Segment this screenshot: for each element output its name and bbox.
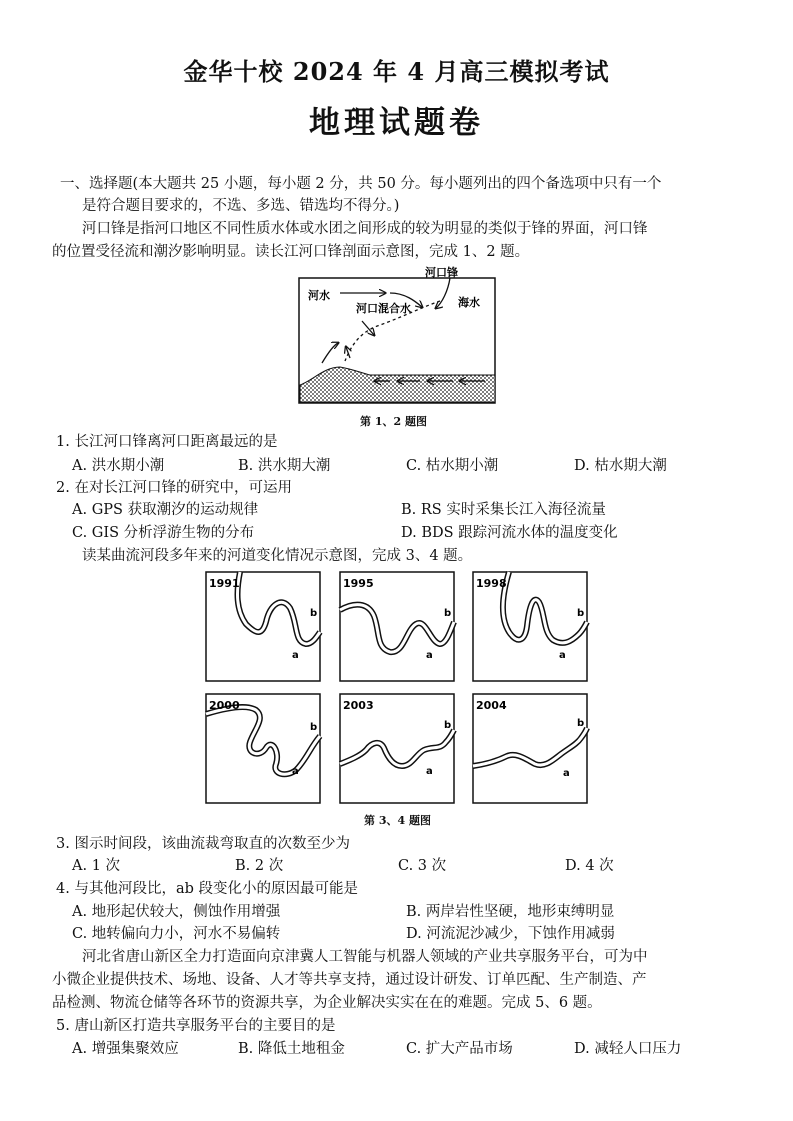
q3-option-d[interactable]: D. 4 次 xyxy=(565,858,614,874)
q2-stem: 2. 在对长江河口锋的研究中，可运用 xyxy=(56,480,292,496)
q4-option-b[interactable]: B. 两岸岩性坚硬，地形束缚明显 xyxy=(406,904,615,920)
year-label: 1998 xyxy=(476,577,507,590)
panel-1991 xyxy=(206,572,320,681)
intro-56-line3: 品检测、物流仓储等各环节的资源共享，为企业解决实实在在的难题。完成 5、6 题。 xyxy=(52,995,602,1011)
label-b: b xyxy=(577,718,585,729)
label-mixed-water: 河口混合水 xyxy=(356,302,411,315)
estuary-front-diagram xyxy=(290,263,500,413)
paper-subtitle: 地理试题卷 xyxy=(309,105,484,141)
meander-change-diagram xyxy=(200,568,595,808)
label-sea-water: 海水 xyxy=(458,296,480,309)
label-a: a xyxy=(426,766,433,777)
label-estuary-front: 河口锋 xyxy=(425,266,458,279)
q4-stem: 4. 与其他河段比，ab 段变化小的原因最可能是 xyxy=(56,881,358,897)
label-a: a xyxy=(426,650,433,661)
year-label: 2003 xyxy=(343,699,374,712)
intro-12-line1: 河口锋是指河口地区不同性质水体或水团之间形成的较为明显的类似于锋的界面，河口锋 xyxy=(82,221,648,237)
intro-12-line2: 的位置受径流和潮汐影响明显。读长江河口锋剖面示意图，完成 1、2 题。 xyxy=(52,244,530,260)
q3-option-b[interactable]: B. 2 次 xyxy=(235,858,284,874)
q3-stem: 3. 图示时间段，该曲流裁弯取直的次数至少为 xyxy=(56,836,350,852)
year-label: 2000 xyxy=(209,699,240,712)
panel-1995 xyxy=(340,572,454,681)
label-b: b xyxy=(310,608,318,619)
label-a: a xyxy=(292,766,299,777)
q2-option-d[interactable]: D. BDS 跟踪河流水体的温度变化 xyxy=(401,525,618,541)
q1-stem: 1. 长江河口锋离河口距离最远的是 xyxy=(56,434,278,450)
q1-option-b[interactable]: B. 洪水期大潮 xyxy=(238,458,331,474)
panel-2004 xyxy=(473,694,587,803)
label-a: a xyxy=(292,650,299,661)
q5-option-b[interactable]: B. 降低土地租金 xyxy=(238,1041,345,1057)
q5-option-d[interactable]: D. 减轻人口压力 xyxy=(574,1041,682,1057)
q3-option-a[interactable]: A. 1 次 xyxy=(72,858,121,874)
q4-option-a[interactable]: A. 地形起伏较大，侧蚀作用增强 xyxy=(72,904,281,920)
q5-option-a[interactable]: A. 增强集聚效应 xyxy=(72,1041,179,1057)
intro-56-line1: 河北省唐山新区全力打造面向京津冀人工智能与机器人领域的产业共享服务平台，可为中 xyxy=(82,949,648,965)
label-b: b xyxy=(444,720,452,731)
label-b: b xyxy=(310,722,318,733)
q1-option-c[interactable]: C. 枯水期小潮 xyxy=(406,458,499,474)
label-river-water: 河水 xyxy=(308,289,330,302)
q5-option-c[interactable]: C. 扩大产品市场 xyxy=(406,1041,513,1057)
year-label: 1995 xyxy=(343,577,374,590)
q4-option-d[interactable]: D. 河流泥沙减少，下蚀作用减弱 xyxy=(406,926,615,942)
year-label: 2004 xyxy=(476,699,507,712)
panel-1998 xyxy=(473,572,587,681)
q2-option-a[interactable]: A. GPS 获取潮汐的运动规律 xyxy=(72,502,259,518)
intro-34: 读某曲流河段多年来的河道变化情况示意图，完成 3、4 题。 xyxy=(82,548,473,564)
label-b: b xyxy=(577,608,585,619)
q4-option-c[interactable]: C. 地转偏向力小，河水不易偏转 xyxy=(72,926,281,942)
panel-2003 xyxy=(340,694,454,803)
q3-option-c[interactable]: C. 3 次 xyxy=(398,858,447,874)
q1-option-a[interactable]: A. 洪水期小潮 xyxy=(72,458,165,474)
figure1-caption: 第 1、2 题图 xyxy=(360,415,427,428)
q2-option-b[interactable]: B. RS 实时采集长江入海径流量 xyxy=(401,502,606,518)
figure2-caption: 第 3、4 题图 xyxy=(364,814,431,827)
q2-option-c[interactable]: C. GIS 分析浮游生物的分布 xyxy=(72,525,255,541)
q5-stem: 5. 唐山新区打造共享服务平台的主要目的是 xyxy=(56,1018,336,1034)
label-a: a xyxy=(559,650,566,661)
panel-2000 xyxy=(206,694,320,803)
label-b: b xyxy=(444,608,452,619)
label-a: a xyxy=(563,768,570,779)
section-heading-line1: 一、选择题(本大题共 25 小题，每小题 2 分，共 50 分。每小题列出的四个备选项中只有一个 xyxy=(60,176,662,192)
q1-option-d[interactable]: D. 枯水期大潮 xyxy=(574,458,667,474)
section-heading-line2: 是符合题目要求的，不选、多选、错选均不得分。) xyxy=(82,198,400,214)
year-label: 1991 xyxy=(209,577,240,590)
intro-56-line2: 小微企业提供技术、场地、设备、人才等共享支持，通过设计研发、订单匹配、生产制造、产 xyxy=(52,972,647,988)
exam-title: 金华十校 2024 年 4 月高三模拟考试 xyxy=(183,57,610,86)
